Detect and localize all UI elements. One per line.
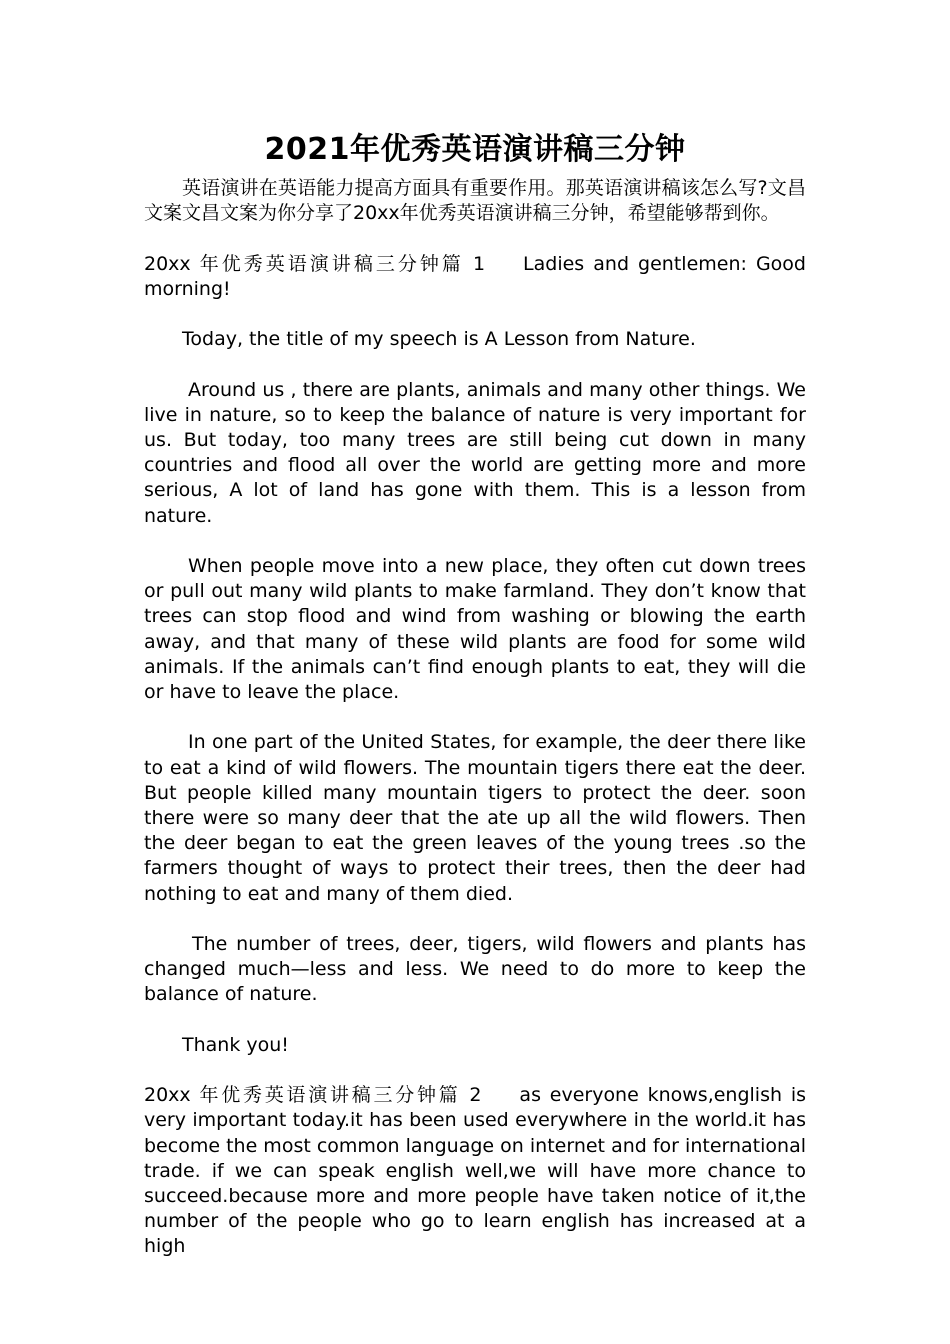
section1-paragraph-5: The number of trees, deer, tigers, wild flowers and plants has changed much—less and less. We need to do more to keep the balance of nature.	[144, 933, 806, 1006]
section2-heading: 20xx 年优秀英语演讲稿三分钟篇 2	[144, 1084, 482, 1107]
intro-paragraph: 英语演讲在英语能力提高方面具有重要作用。那英语演讲稿该怎么写?文昌文案文昌文案为你分享了20xx年优秀英语演讲稿三分钟，希望能够帮到你。	[144, 177, 806, 225]
section1-paragraph-1: Today, the title of my speech is A Lesson from Nature.	[182, 328, 696, 351]
section1-opening: Ladies and gentlemen: Good morning!	[144, 252, 806, 300]
section1-heading: 20xx 年优秀英语演讲稿三分钟篇 1	[144, 252, 486, 275]
section2-text: as everyone knows,english is very important today.it has been used everywhere in the world.it has become the most common language on internet and for international trade. if we can speak english well,we will have more chance to succeed.because more and more people have taken notice of it,the number of the people who go to learn english has increased at a high	[144, 1084, 806, 1258]
section1-first-paragraph	[144, 252, 806, 302]
section1-paragraph-4: In one part of the United States, for example, the deer there like to eat a kind of wild flowers. The mountain tigers there eat the deer. But people killed many mountain tigers to protect the deer. soon there were so many deer that the ate up all the wild flowers. Then the deer began to eat the green leaves of the young trees .so the farmers thought of ways to protect their trees, then the deer had nothing to eat and many of them died.	[144, 731, 806, 905]
section1-closing: Thank you!	[182, 1033, 289, 1056]
document-title: 2021年优秀英语演讲稿三分钟	[264, 132, 686, 167]
document-page	[144, 128, 806, 1285]
section1-paragraph-2: Around us , there are plants, animals and many other things. We live in nature, so to keep the balance of nature is very important for us. But today, too many trees are still being cut down in many countries and flood all over the world are getting more and more serious, A lot of land has gone with them. This is a lesson from nature.	[144, 378, 806, 527]
section1-paragraph-3: When people move into a new place, they often cut down trees or pull out many wild plants to make farmland. They don’t know that trees can stop flood and wind from washing or blowing the earth away, and that many of these wild plants are food for some wild animals. If the animals can’t find enough plants to eat, they will die or have to leave the place.	[144, 554, 806, 703]
section2-first-paragraph	[144, 1083, 806, 1259]
